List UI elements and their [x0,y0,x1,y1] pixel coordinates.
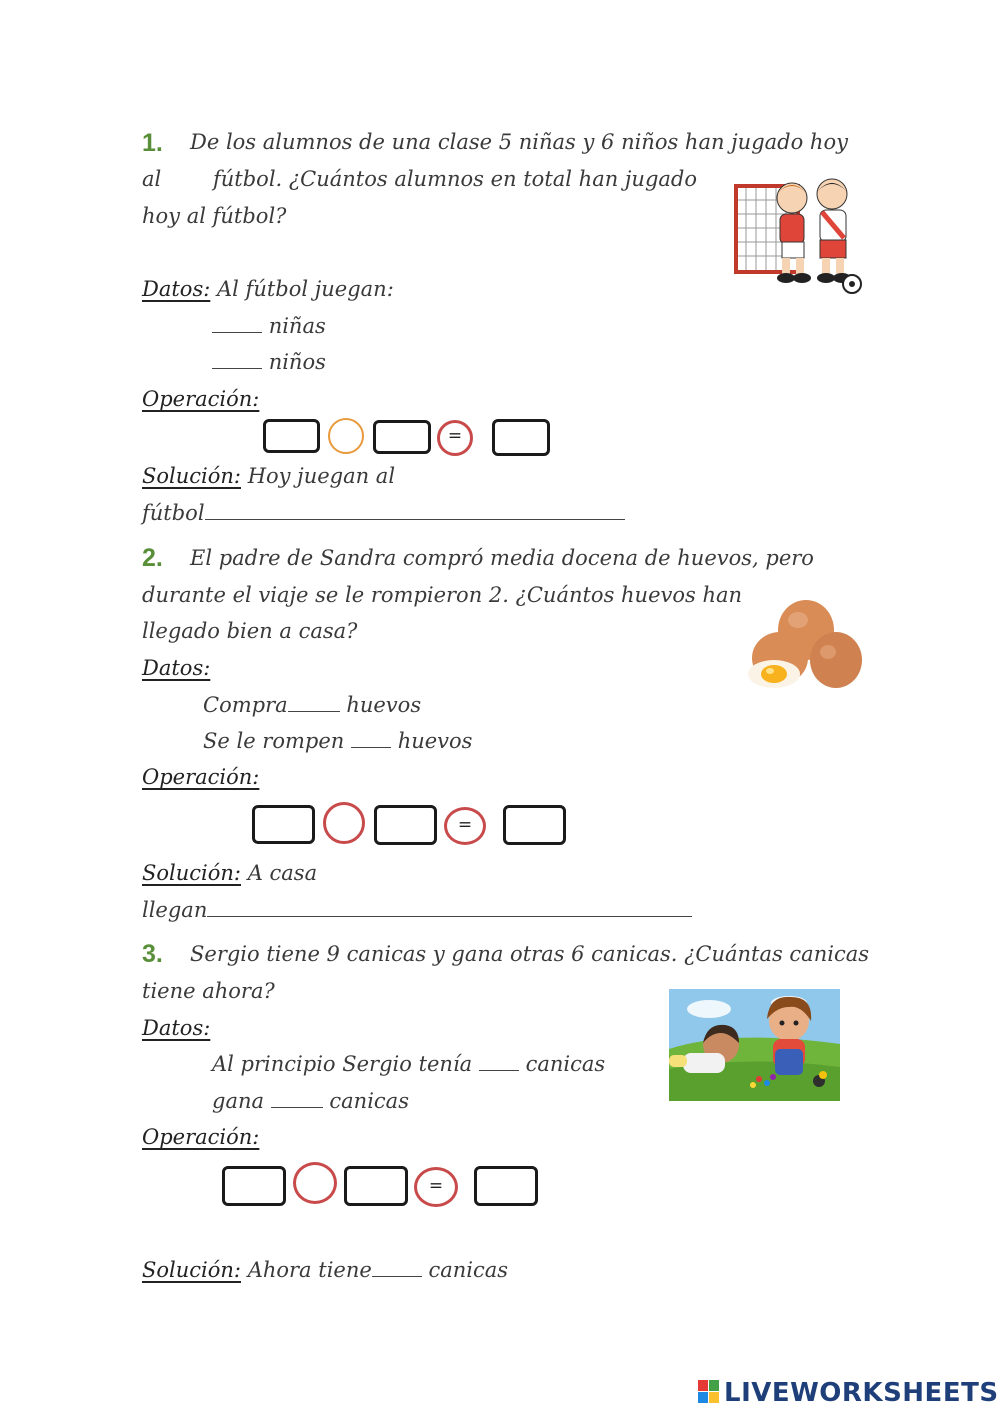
problem-1-solucion-blank[interactable] [205,518,625,520]
problem-3-datos-item-2 [212,1091,409,1112]
problem-1-operacion-label: Operación: [142,387,260,411]
marbles-kids-image [669,989,840,1101]
problem-3-datos-item-1-post: canicas [525,1052,606,1076]
problem-1-operand-1-box[interactable] [263,419,320,453]
problem-2-solucion-label: Solución: [142,861,241,885]
problem-3-solucion-blank[interactable] [372,1275,422,1277]
problem-1-blank-ninos[interactable] [212,367,262,369]
problem-1-blank-ninas[interactable] [212,331,262,333]
problem-1-line-1: De los alumnos de una clase 5 niñas y 6 niños han jugado hoy [190,130,848,154]
problem-2-solucion-text: A casa [247,861,318,885]
soccer-kids-image [734,172,874,296]
problem-2-datos-label: Datos: [142,656,211,680]
problem-3-result-box[interactable] [474,1166,538,1206]
problem-1-datos-item-1 [212,316,326,337]
problem-2-solucion-blank[interactable] [207,915,692,917]
problem-3-blank-gana[interactable] [271,1106,323,1108]
problem-1-operator-circle[interactable] [328,418,364,454]
problem-1-solucion-line [142,466,395,487]
problem-1-datos-item-2-label: niños [268,350,326,374]
problem-1-solucion-label: Solución: [142,464,241,488]
problem-2-blank-compra[interactable] [288,710,340,712]
problem-2-datos-item-2 [203,731,472,752]
problem-2-datos-item-1 [203,695,421,716]
problem-3-datos-label: Datos: [142,1016,211,1040]
problem-2-datos-item-1-pre: Compra [203,693,288,717]
problem-1-datos-item-2 [212,352,326,373]
problem-3-operator-circle[interactable] [293,1162,337,1204]
problem-3-operacion-label: Operación: [142,1125,260,1149]
problem-3-datos-item-2-pre: gana [212,1089,265,1113]
problem-3-blank-tenia[interactable] [479,1069,519,1071]
problem-2-solucion-line [142,863,317,884]
problem-3-solucion-label: Solución: [142,1258,241,1282]
problem-3-solucion-pre: Ahora tiene [247,1258,372,1282]
problem-2-result-box[interactable] [503,805,566,845]
problem-1-solucion-text-2: fútbol [142,501,205,525]
problem-2-line-2: durante el viaje se le rompieron 2. ¿Cuántos huevos han [142,583,743,607]
problem-3-datos-item-1-pre: Al principio Sergio tenía [212,1052,473,1076]
problem-1-equals-sign: = [447,426,463,446]
liveworksheets-brand: LIVEWORKSHEETS [724,1378,999,1408]
problem-2-datos-item-2-post: huevos [397,729,473,753]
problem-2-datos-item-2-pre: Se le rompen [203,729,345,753]
problem-3-datos-item-2-post: canicas [329,1089,409,1113]
problem-2-line-3: llegado bien a casa? [142,619,358,643]
problem-2-datos-item-1-post: huevos [346,693,422,717]
problem-2-solucion-line-2 [142,900,692,921]
problem-1-line-3: hoy al fútbol? [142,204,287,228]
problem-1-datos-intro: Al fútbol juegan: [216,277,394,301]
eggs-image [748,598,866,696]
liveworksheets-logo-icon [698,1380,720,1404]
problem-3-operand-2-box[interactable] [344,1166,408,1206]
problem-3-solucion-line [142,1260,508,1281]
problem-1-solucion-text: Hoy juegan al [247,464,396,488]
problem-1-line-2b: fútbol. ¿Cuántos alumnos en total han jugado [213,167,698,191]
problem-3-datos-item-1 [212,1054,605,1075]
problem-3-line-1: Sergio tiene 9 canicas y gana otras 6 canicas. ¿Cuántas canicas [190,942,870,966]
problem-1-datos-label: Datos: [142,277,211,301]
problem-2-operator-circle[interactable] [323,802,365,844]
problem-2-number: 2. [142,544,163,572]
problem-3-operand-1-box[interactable] [222,1166,286,1206]
problem-2-blank-rompen[interactable] [351,746,391,748]
problem-1-datos-item-1-label: niñas [268,314,326,338]
problem-1-datos-line [142,279,394,300]
problem-3-equals-sign: = [428,1176,444,1196]
problem-2-equals-sign: = [457,815,473,835]
problem-3-solucion-post: canicas [428,1258,509,1282]
problem-3-line-2: tiene ahora? [142,979,275,1003]
problem-2-line-1: El padre de Sandra compró media docena de huevos, pero [190,546,814,570]
problem-1-solucion-line-2 [142,503,625,524]
problem-1-operand-2-box[interactable] [373,420,431,454]
problem-1-result-box[interactable] [492,419,550,456]
problem-1-number: 1. [142,129,163,157]
problem-1-line-2a: al [142,167,162,191]
problem-2-operand-1-box[interactable] [252,805,315,844]
problem-2-operacion-label: Operación: [142,765,260,789]
problem-2-solucion-text-2: llegan [142,898,208,922]
problem-2-operand-2-box[interactable] [374,805,437,845]
problem-3-number: 3. [142,940,163,968]
